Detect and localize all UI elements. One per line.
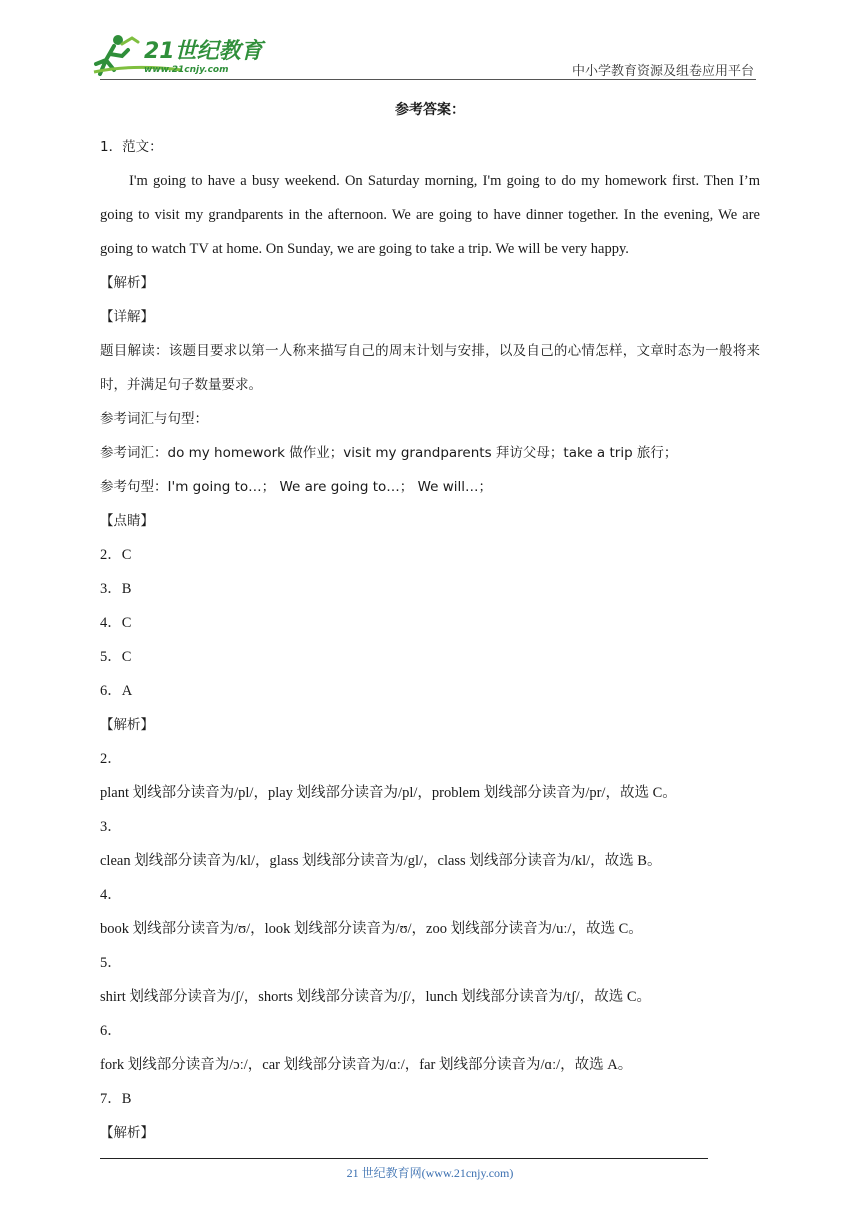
item-4-number: 4． bbox=[100, 887, 122, 903]
page-header bbox=[0, 0, 860, 90]
page-title: 参考答案： bbox=[395, 102, 465, 118]
platform-name: 中小学教育资源及组卷应用平台 bbox=[571, 64, 754, 79]
model-essay: I'm going to have a busy weekend. On Saturday morning, I'm going to do my homework first. Then I’m going to visit my grandparents in the afternoon. We are going to have dinner together. In the evening, We are going to watch TV at home. On Sunday, we are going to take a trip. We will be very happy. bbox=[100, 173, 760, 257]
header-divider bbox=[100, 79, 756, 80]
tip-tag: 【点睛】 bbox=[100, 513, 154, 529]
item-6-explanation: fork 划线部分读音为/ɔː/，car 划线部分读音为/ɑː/，far 划线部分读音为/ɑː/，故选 A。 bbox=[100, 1057, 633, 1073]
answer-4: 4．C bbox=[100, 615, 132, 631]
reference-vocab: 参考词汇：do my homework 做作业；visit my grandparents 拜访父母；take a trip 旅行； bbox=[100, 445, 678, 461]
item-5-explanation: shirt 划线部分读音为/ʃ/，shorts 划线部分读音为/ʃ/，lunch 划线部分读音为/tʃ/，故选 C。 bbox=[100, 989, 651, 1005]
answer-3: 3．B bbox=[100, 581, 132, 597]
runner-logo-icon bbox=[92, 30, 272, 80]
footer-divider bbox=[100, 1158, 708, 1159]
analysis-tag-2: 【解析】 bbox=[100, 717, 154, 733]
answer-1-label: 1．范文： bbox=[100, 139, 163, 155]
reference-sentences: 参考句型：I'm going to…； We are going to…； We will…； bbox=[100, 479, 493, 495]
item-3-explanation: clean 划线部分读音为/kl/，glass 划线部分读音为/gl/，class 划线部分读音为/kl/，故选 B。 bbox=[100, 853, 662, 869]
answer-7: 7．B bbox=[100, 1091, 132, 1107]
analysis-tag-3: 【解析】 bbox=[100, 1125, 154, 1141]
reference-heading: 参考词汇与句型： bbox=[100, 411, 208, 427]
footer-link[interactable]: 21 世纪教育网(www.21cnjy.com) bbox=[346, 1166, 514, 1180]
item-6-number: 6． bbox=[100, 1023, 122, 1039]
logo-main-text: 21世纪教育 bbox=[144, 39, 263, 64]
answer-5: 5．C bbox=[100, 649, 132, 665]
item-4-explanation: book 划线部分读音为/ʊ/，look 划线部分读音为/ʊ/，zoo 划线部分读音为/uː/，故选 C。 bbox=[100, 921, 643, 937]
detail-tag: 【详解】 bbox=[100, 309, 154, 325]
item-5-number: 5． bbox=[100, 955, 122, 971]
item-3-number: 3． bbox=[100, 819, 122, 835]
item-2-explanation: plant 划线部分读音为/pl/，play 划线部分读音为/pl/，problem 划线部分读音为/pr/，故选 C。 bbox=[100, 785, 677, 801]
answer-2: 2．C bbox=[100, 547, 132, 563]
answer-6: 6．A bbox=[100, 683, 133, 699]
item-2-number: 2． bbox=[100, 751, 122, 767]
site-logo[interactable] bbox=[92, 30, 272, 80]
analysis-tag: 【解析】 bbox=[100, 275, 154, 291]
logo-url-text: www.21cnjy.com bbox=[144, 65, 229, 75]
question-interpretation: 题目解读：该题目要求以第一人称来描写自己的周末计划与安排，以及自己的心情怎样，文章时态为一般将来时，并满足句子数量要求。 bbox=[100, 343, 760, 393]
answer-content bbox=[100, 96, 760, 1150]
